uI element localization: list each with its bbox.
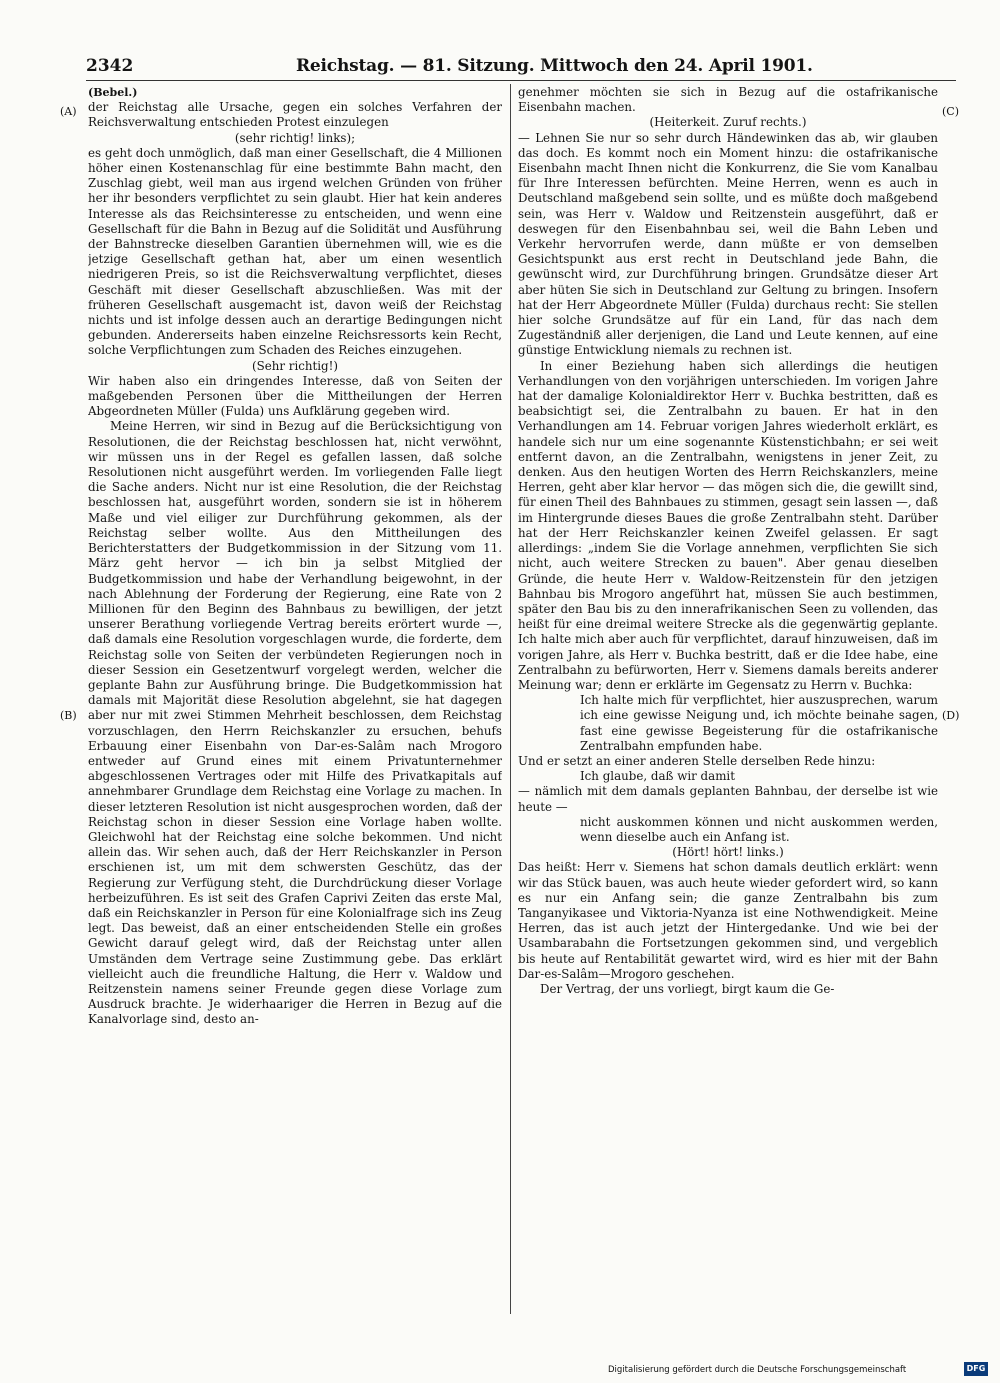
header-rule	[86, 80, 956, 81]
interjection: (sehr richtig! links);	[234, 130, 356, 145]
paragraph: Meine Herren, wir sind in Bezug auf die Berücksichtigung von Resolutionen, die der Reichstag beschlossen hat, nicht verwöhnt, wir müssen uns in der Regel es gefallen lassen, daß solche Resolutionen nicht ausgeführt werden. Im vorliegenden Falle liegt die Sache anders. Nicht nur ist eine Resolution, die der Reichstag beschlossen hat, ausgeführt worden, sondern sie ist in höherem Maße und viel eiliger zur Durchführung gekommen, als der Reichstag selber wollte. Aus den Mittheilungen des Berichterstatters der Budgetkommission in der Sitzung vom 11. März geht hervor — ich bin ja selbst Mitglied der Budgetkommission und habe der Verhandlung beigewohnt, in der nach Ablehnung der Forderung der Regierung, eine Rate von 2 Millionen für den Beginn des Bahnbaus zu bewilligen, der jetzt unserer Berathung vorliegende Vertrag bereits erörtert wurde —, daß damals eine Resolution vorgeschlagen wurde, die forderte, dem Reichstag solle von Seiten der verbündeten Regierungen noch in dieser Session ein Gesetzentwurf vorgelegt werden, welcher die geplante Bahn zur Ausführung bringe. Die Budgetkommission hat damals mit Majorität diese Resolution abgelehnt, sie hat dagegen aber nur mit zwei Stimmen Mehrheit beschlossen, dem Reichstag vorzuschlagen, den Herrn Reichskanzler zu ersuchen, behufs Erbauung einer Eisenbahn von Dar-es-Salâm nach Mrogoro entweder auf Grund eines mit einem Privatunternehmer abgeschlossenen Vertrages oder mit Hilfe des Privatkapitals auf annehmbarer Grundlage dem Reichstag eine Vorlage zu machen. In dieser letzteren Resolution ist nicht ausgesprochen worden, daß der Reichstag schon in dieser Session eine Vorlage haben wollte. Gleichwohl hat der Reichstag eine solche bekommen. Und nicht allein das. Wir sehen auch, daß der Herr Reichskanzler in Person erschienen ist, um mit dem schwersten Geschütz, das der Regierung zur Verfügung steht, die Durchdrückung dieser Vorlage herbeizuführen. Es ist seit des Grafen Caprivi Zeiten das erste Mal, daß ein Reichskanzler in Person für eine Kolonialfrage sich ins Zeug legt. Das beweist, daß an einer entscheidenden Stelle ein großes Gewicht darauf gelegt wird, daß der Reichstag unter allen Umständen dem Vertrage seine Zustimmung gebe. Das erklärt vielleicht auch die freundliche Haltung, die Herr v. Waldow und Reitzenstein namens seiner Freunde gegen diese Vorlage zum Ausdruck brachte. Je widerhaariger die Herren in Bezug auf die Kanalvorlage sind, desto an-	[88, 419, 502, 1027]
page-title: Reichstag. — 81. Sitzung. Mittwoch den 24. April 1901.	[296, 56, 813, 76]
block-quote: Ich glaube, daß wir damit	[580, 769, 735, 784]
interjection: (Heiterkeit. Zuruf rechts.)	[649, 115, 807, 130]
left-column	[88, 85, 502, 1315]
paragraph: Und er setzt an einer anderen Stelle derselben Rede hinzu:	[518, 753, 876, 768]
block-quote: Ich halte mich für verpflichtet, hier auszusprechen, warum ich eine gewisse Neigung und, ich möchte beinahe sagen, fast eine gewisse Begeisterung für die ostafrikanische Zentralbahn empfunden habe.	[580, 693, 938, 753]
margin-marker-c: (C)	[942, 105, 959, 118]
margin-marker-d: (D)	[942, 709, 960, 722]
interjection: (Hört! hört! links.)	[672, 845, 784, 860]
paragraph: In einer Beziehung haben sich allerdings die heutigen Verhandlungen von den vorjährigen unterschieden. Im vorigen Jahre hat der damalige Kolonialdirektor Herr v. Buchka bestritten, daß es beabsichtigt sei, die Zentralbahn zu bauen. Er hat in den Verhandlungen am 14. Februar vorigen Jahres wiederholt erklärt, es handele sich nur um eine sogenannte Küstenstichbahn; er sei weit entfernt davon, an die Zentralbahn, wenigstens in jener Zeit, zu denken. Aus den heutigen Worten des Herrn Reichskanzlers, meine Herren, geht aber klar hervor — das mögen sich die, die gewillt sind, für einen Theil des Bahnbaues zu stimmen, gesagt sein lassen —, daß im Hintergrunde dieses Baues die große Zentralbahn steht. Darüber hat der Herr Reichskanzler keinen Zweifel gelassen. Er sagt allerdings: „indem Sie die Vorlage annehmen, verpflichten Sie sich nicht, auch weitere Strecken zu bauen". Aber genau dieselben Gründe, die heute Herr v. Waldow-Reitzenstein für den jetzigen Bahnbau bis Mrogoro angeführt hat, müssen Sie auch bestimmen, später den Bau bis zu den innerafrikanischen Seen zu vollenden, das heißt für eine dreimal weitere Strecke als die gegenwärtig geplante. Ich halte mich aber auch für verpflichtet, darauf hinzuweisen, daß im vorigen Jahre, als Herr v. Buchka bestritt, daß er die Idee habe, eine Zentralbahn zu befürworten, Herr v. Siemens damals bereits anderer Meinung war; denn er erklärte im Gegensatz zu Herrn v. Buchka:	[518, 358, 938, 692]
paragraph: genehmer möchten sie sich in Bezug auf die ostafrikanische Eisenbahn machen.	[518, 85, 938, 115]
block-quote: nicht auskommen können und nicht auskommen werden, wenn dieselbe auch ein Anfang ist.	[580, 814, 938, 844]
page-header	[86, 56, 813, 78]
dfg-logo: DFG	[964, 1362, 988, 1376]
paragraph: — nämlich mit dem damals geplanten Bahnbau, der derselbe ist wie heute —	[518, 784, 938, 814]
right-column	[518, 85, 938, 1315]
margin-marker-b: (B)	[60, 709, 77, 722]
paragraph: es geht doch unmöglich, daß man einer Gesellschaft, die 4 Millionen höher einen Kostenanschlag für eine bestimmte Bahn macht, den Zuschlag giebt, weil man aus irgend welchen Gründen von früher her ihr besonders verpflichtet zu sein glaubt. Hier hat kein anderes Interesse als das Reichsinteresse zu entscheiden, und wenn eine Gesellschaft für die Bahn in Bezug auf die Solidität und Ausführung der Bahnstrecke dieselben Garantien übernehmen will, wie es die jetzige Gesellschaft gethan hat, aber um einen wesentlich niedrigeren Preis, so ist die Reichsverwaltung verpflichtet, dieses Geschäft mit dieser Gesellschaft abzuschließen. Was mit der früheren Gesellschaft ausgemacht ist, davon weiß der Reichstag nichts und ist infolge dessen auch an derartige Bedingungen nicht gebunden. Andererseits haben einzelne Reichsressorts kein Recht, solche Verpflichtungen zum Schaden des Reiches einzugehen.	[88, 145, 502, 358]
paragraph: Wir haben also ein dringendes Interesse, daß von Seiten der maßgebenden Personen über die Mittheilungen der Herren Abgeordneten Müller (Fulda) uns Aufklärung gegeben wird.	[88, 373, 502, 419]
paragraph: — Lehnen Sie nur so sehr durch Händewinken das ab, wir glauben das doch. Es kommt noch ein Moment hinzu: die ostafrikanische Eisenbahn macht Ihnen nicht die Konkurrenz, die Sie vom Kanalbau für Ihre Interessen befürchten. Meine Herren, wenn es auch in Deutschland maßgebend sein sollte, und es müßte doch maßgebend sein, was Herr v. Waldow und Reitzenstein ausgeführt, daß er deswegen für den Eisenbahnbau sei, weil die Bahn Leben und Verkehr hervorrufen werde, dann müßte er von demselben Gesichtspunkt aus erst recht in Deutschland jede Bahn, die gewünscht wird, zur Durchführung bringen. Grundsätze dieser Art aber hüten Sie sich in Deutschland zur Geltung zu bringen. Insofern hat der Herr Abgeordnete Müller (Fulda) durchaus recht: Sie stellen hier solche Grundsätze auf für ein Land, für das nach dem Zugeständniß aller derjenigen, die Land und Leute kennen, auf eine günstige Entwicklung niemals zu rechnen ist.	[518, 130, 938, 358]
speaker-label: (Bebel.)	[88, 86, 138, 99]
interjection: (Sehr richtig!)	[251, 358, 339, 373]
margin-marker-a: (A)	[60, 105, 77, 118]
paragraph: Das heißt: Herr v. Siemens hat schon damals deutlich erklärt: wenn wir das Stück bauen, was auch heute wieder gefordert wird, so kann es nur ein Anfang sein; die ganze Zentralbahn bis zum Tanganyikasee und Viktoria-Nyanza ist eine Nothwendigkeit. Meine Herren, das ist auch jetzt der Hintergedanke. Und wie bei der Usambarabahn die Fortsetzungen gekommen sind, und vergeblich bis heute auf Rentabilität gewartet wird, wird es hier mit der Bahn Dar-es-Salâm—Mrogoro geschehen.	[518, 860, 938, 981]
page-number: 2342	[86, 56, 134, 76]
column-divider	[510, 84, 511, 1314]
paragraph: Der Vertrag, der uns vorliegt, birgt kaum die Ge-	[540, 981, 835, 996]
paragraph: der Reichstag alle Ursache, gegen ein solches Verfahren der Reichsverwaltung entschieden Protest einzulegen	[88, 100, 502, 130]
footer-credit: Digitalisierung gefördert durch die Deutsche Forschungsgemeinschaft	[608, 1365, 907, 1375]
